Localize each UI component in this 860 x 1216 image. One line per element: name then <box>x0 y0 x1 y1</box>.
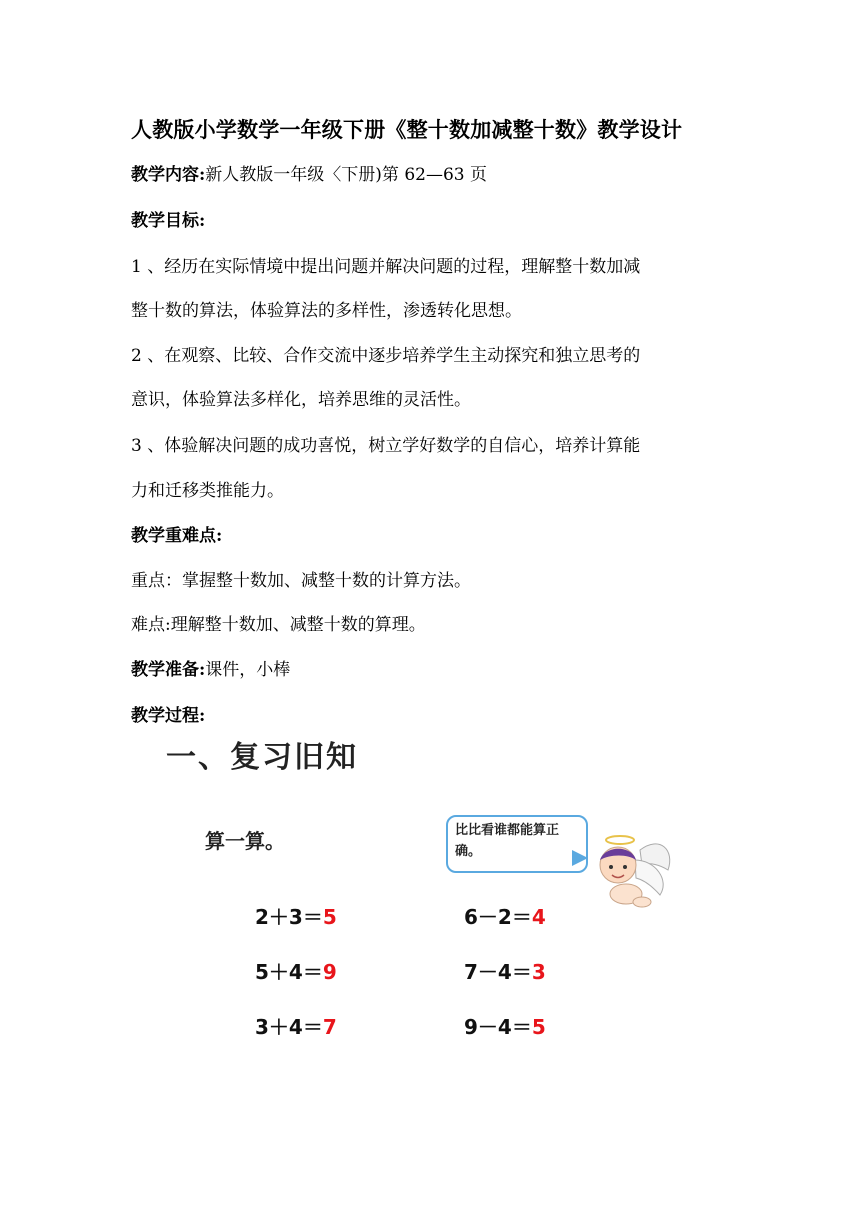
equation-left-1 <box>255 901 337 930</box>
teaching-content-text: 新人教版一年级〈下册)第 62—63 页 <box>205 165 487 185</box>
equation-answer: 7 <box>322 1015 337 1039</box>
key-point: 重点：掌握整十数加、减整十数的计算方法。 <box>131 571 471 591</box>
speech-bubble-text: 比比看谁都能算正确。 <box>455 823 560 859</box>
equation-right-2 <box>464 956 546 985</box>
equation-right-3 <box>464 1011 546 1040</box>
objectives-label: 教学目标: <box>131 211 206 231</box>
slide-heading: 一、复习旧知 <box>166 740 358 775</box>
equation-right-1 <box>464 901 546 930</box>
objective-2-line-2: 意识，体验算法多样化，培养思维的灵活性。 <box>131 390 471 410</box>
preparation-label: 教学准备: <box>131 660 206 680</box>
difficult-point: 难点:理解整十数加、减整十数的算理。 <box>131 615 426 635</box>
equation-expression: 7－4＝ <box>464 960 532 984</box>
teaching-preparation <box>131 655 741 680</box>
teaching-content-label: 教学内容: <box>131 165 206 185</box>
equation-answer: 3 <box>531 960 546 984</box>
document-title: 人教版小学数学一年级下册《整十数加减整十数》教学设计 <box>131 117 683 142</box>
key-points-label: 教学重难点: <box>131 526 223 546</box>
slide-prompt: 算一算。 <box>205 829 285 853</box>
teaching-content <box>131 160 741 185</box>
objective-3-line-2: 力和迁移类推能力。 <box>131 481 284 501</box>
equation-answer: 5 <box>322 905 337 929</box>
objective-3-line-1: 3 、体验解决问题的成功喜悦，树立学好数学的自信心，培养计算能 <box>131 436 641 456</box>
equation-left-3 <box>255 1011 337 1040</box>
objective-2-line-1: 2 、在观察、比较、合作交流中逐步培养学生主动探究和独立思考的 <box>131 346 641 366</box>
equation-expression: 3＋4＝ <box>255 1015 323 1039</box>
equation-expression: 6－2＝ <box>464 905 532 929</box>
preparation-text: 课件，小棒 <box>205 660 291 680</box>
objective-1-line-1: 1 、经历在实际情境中提出问题并解决问题的过程，理解整十数加减 <box>131 257 641 277</box>
angel-icon <box>580 820 680 920</box>
equation-answer: 4 <box>531 905 546 929</box>
equation-answer: 5 <box>531 1015 546 1039</box>
equation-expression: 2＋3＝ <box>255 905 323 929</box>
equation-answer: 9 <box>322 960 337 984</box>
equation-expression: 5＋4＝ <box>255 960 323 984</box>
objective-1-line-2: 整十数的算法，体验算法的多样性，渗透转化思想。 <box>131 301 522 321</box>
equation-expression: 9－4＝ <box>464 1015 532 1039</box>
process-label: 教学过程: <box>131 706 206 726</box>
equation-left-2 <box>255 956 337 985</box>
